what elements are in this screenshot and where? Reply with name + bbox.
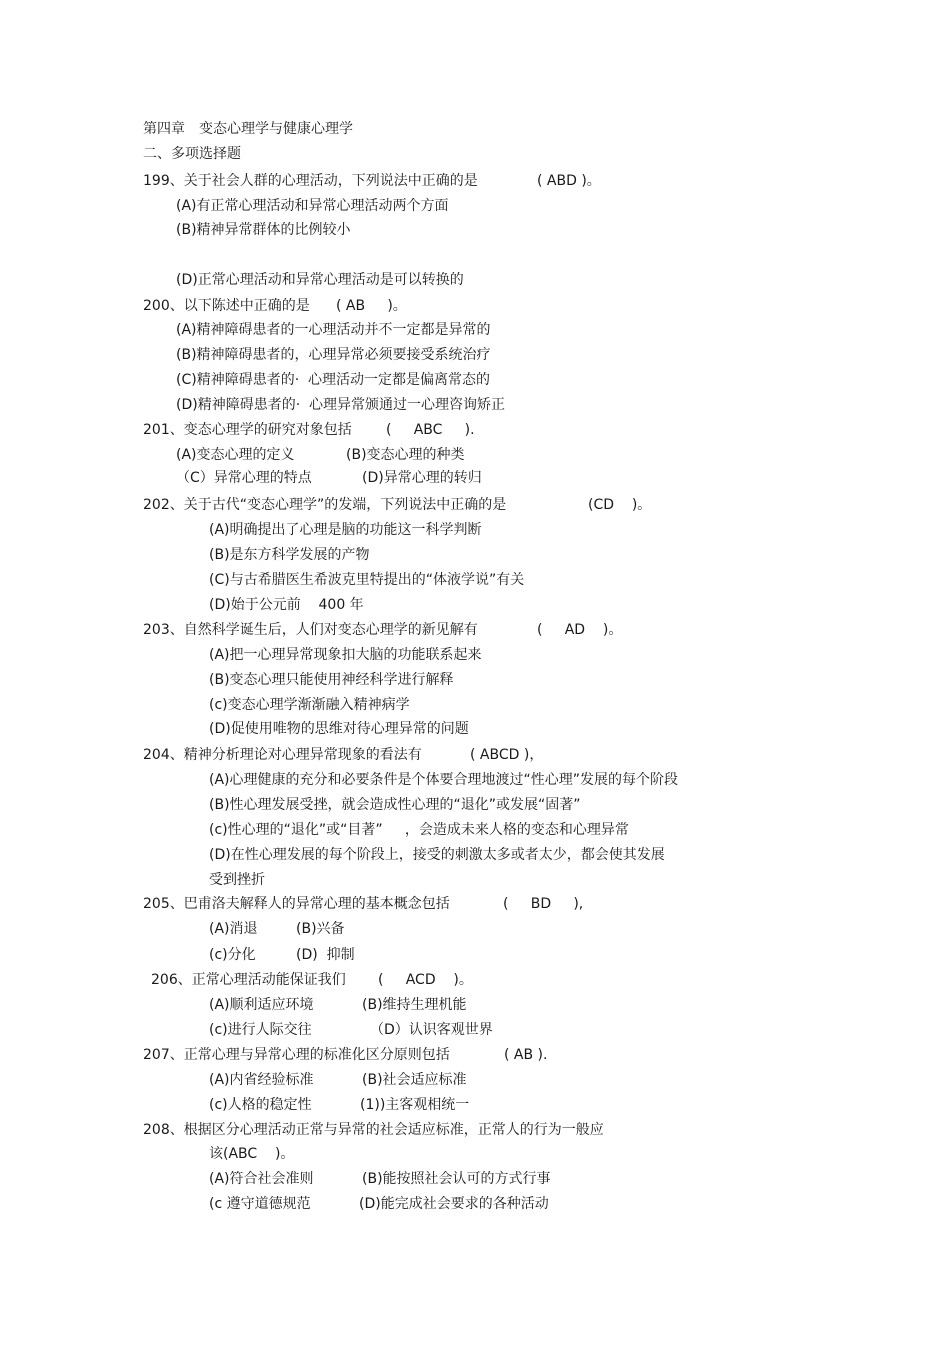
question-stem: 200、以下陈述中正确的是 [143, 298, 310, 314]
option: (C)与古希腊医生希波克里特提出的“体液学说”有关 [209, 572, 525, 588]
option: (B)精神异常群体的比例较小 [176, 222, 351, 238]
question-answer: ( AD )。 [537, 622, 623, 638]
question-stem: 203、自然科学诞生后，人们对变态心理学的新见解有 [143, 622, 478, 638]
question-stem: 205、巴甫洛夫解释人的异常心理的基本概念包括 [143, 896, 450, 912]
option: (A)内省经验标准 [209, 1072, 314, 1088]
option: (D)精神障碍患者的· 心理异常颁通过一心理咨询矫正 [176, 397, 506, 413]
option: (A)顺利适应环境 [209, 997, 314, 1013]
question-stem: 204、精神分析理论对心理异常现象的看法有 [143, 747, 422, 763]
option: (D)促使用唯物的思维对待心理异常的问题 [209, 721, 469, 737]
option: （C）异常心理的特点 [176, 470, 312, 486]
option: (A)心理健康的充分和必要条件是个体要合理地渡过“性心理”发展的每个阶段 [209, 772, 679, 788]
option: (A)有正常心理活动和异常心理活动两个方面 [176, 198, 449, 214]
question-answer: (CD )。 [588, 497, 652, 513]
question-stem: 206、正常心理活动能保证我们 [151, 972, 346, 988]
option: (A)明确提出了心理是脑的功能这一科学判断 [209, 522, 482, 538]
chapter-title: 变态心理学与健康心理学 [199, 121, 353, 137]
option: (c)人格的稳定性 [209, 1097, 312, 1113]
option: (D)正常心理活动和异常心理活动是可以转换的 [176, 272, 464, 288]
option: (D)能完成社会要求的各种活动 [359, 1196, 549, 1212]
option: (D)异常心理的转归 [362, 470, 482, 486]
option: (C)精神障碍患者的· 心理活动一定都是偏离常态的 [176, 372, 491, 388]
option: (B)精神障碍患者的，心理异常必须要接受系统治疗 [176, 347, 491, 363]
option-continuation: 受到挫折 [209, 872, 265, 888]
option: (1))主客观相统一 [360, 1097, 470, 1113]
question-answer: ( ACD )。 [378, 972, 473, 988]
question-answer: ( AB )。 [336, 298, 407, 314]
option: (c)性心理的“退化”或“目著” ，会造成未来人格的变态和心理异常 [209, 822, 629, 838]
question-answer: ( ABD )。 [537, 173, 601, 189]
question-stem: 208、根据区分心理活动正常与异常的社会适应标准，正常人的行为一般应 [143, 1122, 604, 1138]
option: (c)分化 [209, 947, 256, 963]
option: (B)兴备 [296, 921, 345, 937]
question-stem: 199、关于社会人群的心理活动，下列说法中正确的是 [143, 173, 478, 189]
option: (B)社会适应标准 [362, 1072, 467, 1088]
question-stem: 201、变态心理学的研究对象包括 [143, 422, 352, 438]
option: (B)变态心理的种类 [346, 447, 465, 463]
question-answer: ( BD ), [503, 896, 584, 912]
option: (A)符合社会准则 [209, 1171, 314, 1187]
option: (B)性心理发展受挫，就会造成性心理的“退化”或发展“固著” [209, 797, 581, 813]
question-stem: 202、关于古代“变态心理学”的发端，下列说法中正确的是 [143, 497, 507, 513]
option: (B)变态心理只能使用神经科学进行解释 [209, 672, 454, 688]
option: (D) 抑制 [296, 947, 355, 963]
option: (B)维持生理机能 [362, 997, 467, 1013]
option: (D)在性心理发展的每个阶段上，接受的刺激太多或者太少，都会使其发展 [209, 847, 665, 863]
question-answer: ( AB ). [504, 1047, 548, 1063]
option: (D)始于公元前 400 年 [209, 597, 364, 613]
option: (A)消退 [209, 921, 258, 937]
option: (A)精神障碍患者的一心理活动并不一定都是异常的 [176, 322, 491, 338]
question-answer: ( ABCD )， [470, 747, 544, 763]
option: (c)变态心理学渐渐融入精神病学 [209, 697, 410, 713]
option: (B)能按照社会认可的方式行事 [362, 1171, 551, 1187]
section-heading: 二、多项选择题 [143, 146, 241, 162]
option: (c 遵守道德规范 [209, 1196, 311, 1212]
option: (A)把一心理异常现象扣大脑的功能联系起来 [209, 647, 482, 663]
chapter-heading [143, 120, 353, 138]
question-answer: 该(ABC )。 [209, 1146, 295, 1162]
question-answer: ( ABC ). [386, 422, 475, 438]
option: (c)进行人际交往 [209, 1022, 312, 1038]
question-stem: 207、正常心理与异常心理的标准化区分原则包括 [143, 1047, 450, 1063]
chapter-number: 第四章 [143, 121, 185, 137]
option: (B)是东方科学发展的产物 [209, 547, 370, 563]
option: (A)变态心理的定义 [176, 447, 295, 463]
option: （D）认识客观世界 [370, 1022, 493, 1038]
